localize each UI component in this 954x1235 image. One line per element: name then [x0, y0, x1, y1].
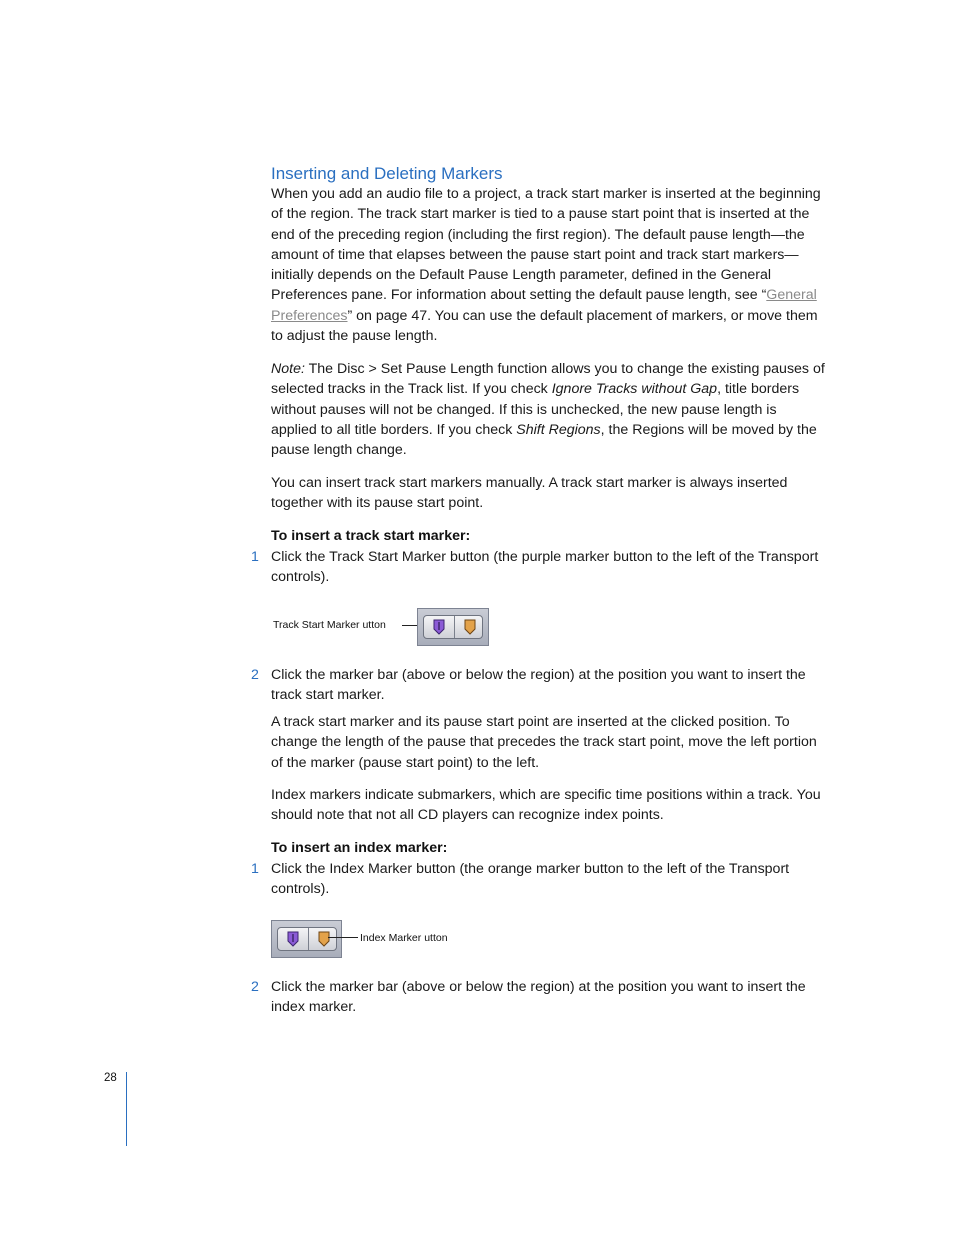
index-marker-callout: Index Marker utton: [360, 932, 448, 944]
intro-text-1: When you add an audio file to a project, a track start marker is inserted at the beginning of the region. The track start marker is tied to a pause start point that is inserted at the end of the preceding region (including the first region). The default pause length—the amount of time that elapses between the pause start point and track start markers—initially depends on the Default Pause Length parameter, defined in the General Preferences pane. For information about setting the default pause length, see “: [271, 186, 821, 304]
track-step-2-number: 2: [251, 667, 259, 683]
index-step-1-number: 1: [251, 861, 259, 877]
track-start-marker-icon[interactable]: [433, 619, 445, 635]
track-start-marker-icon[interactable]: [287, 931, 299, 947]
track-step-1-text: Click the Track Start Marker button (the purple marker button to the left of the Transport controls).: [271, 549, 819, 586]
track-step-2-detail: A track start marker and its pause start point are inserted at the clicked position. To change the length of the pause that precedes the track start point, move the left portion of the marker (pause start point) to the left.: [271, 714, 817, 771]
index-step-2-number: 2: [251, 979, 259, 995]
manual-insert-paragraph: You can insert track start markers manually. A track start marker is always inserted together with its pause start point.: [271, 475, 788, 512]
note-label: Note:: [271, 361, 305, 377]
index-marker-heading: To insert an index marker:: [271, 840, 448, 856]
intro-text-2: ” on page 47. You can use the default placement of markers, or move them to adjust the pause length.: [271, 307, 818, 345]
button-separator: [308, 928, 309, 950]
note-italic-1: Ignore Tracks without Gap: [551, 381, 718, 398]
index-callout-leader: [328, 937, 358, 938]
index-markers-paragraph: Index markers indicate submarkers, which are specific time positions within a track. You should note that not all CD players can recognize index points.: [271, 787, 821, 824]
index-marker-icon[interactable]: [318, 931, 330, 947]
button-separator: [454, 616, 455, 638]
note-text-1: The Disc > Set Pause Length function allows you to change the existing pauses of selected tracks in the Track list. If you check: [271, 361, 825, 398]
track-step-2-text: Click the marker bar (above or below the region) at the position you want to insert the track start marker.: [271, 667, 806, 704]
note-text-2: , title borders without pauses will not be changed. If this is unchecked, the new pause length is applied to all title borders. If you check: [271, 381, 800, 438]
index-marker-button-figure: [271, 920, 342, 958]
index-step-1-text: Click the Index Marker button (the orange marker button to the left of the Transport controls).: [271, 861, 790, 898]
track-marker-callout: Track Start Marker utton: [273, 619, 386, 631]
track-marker-heading: To insert a track start marker:: [271, 528, 471, 544]
marker-button-group: [277, 927, 337, 951]
index-marker-icon[interactable]: [464, 619, 476, 635]
intro-paragraph: [271, 184, 826, 346]
note-text-3: , the Regions will be moved by the pause length change.: [271, 421, 817, 459]
note-paragraph: [271, 359, 826, 460]
general-preferences-link[interactable]: General Preferences: [271, 287, 817, 324]
marker-button-group: [423, 615, 483, 639]
index-step-2-text: Click the marker bar (above or below the region) at the position you want to insert the index marker.: [271, 979, 806, 1016]
note-italic-2: Shift Regions: [516, 421, 601, 438]
track-step-1-number: 1: [251, 549, 259, 565]
track-marker-button-figure: [417, 608, 489, 646]
footer-rule: [126, 1072, 127, 1146]
page-number: 28: [104, 1072, 117, 1084]
section-title: Inserting and Deleting Markers: [271, 164, 503, 183]
